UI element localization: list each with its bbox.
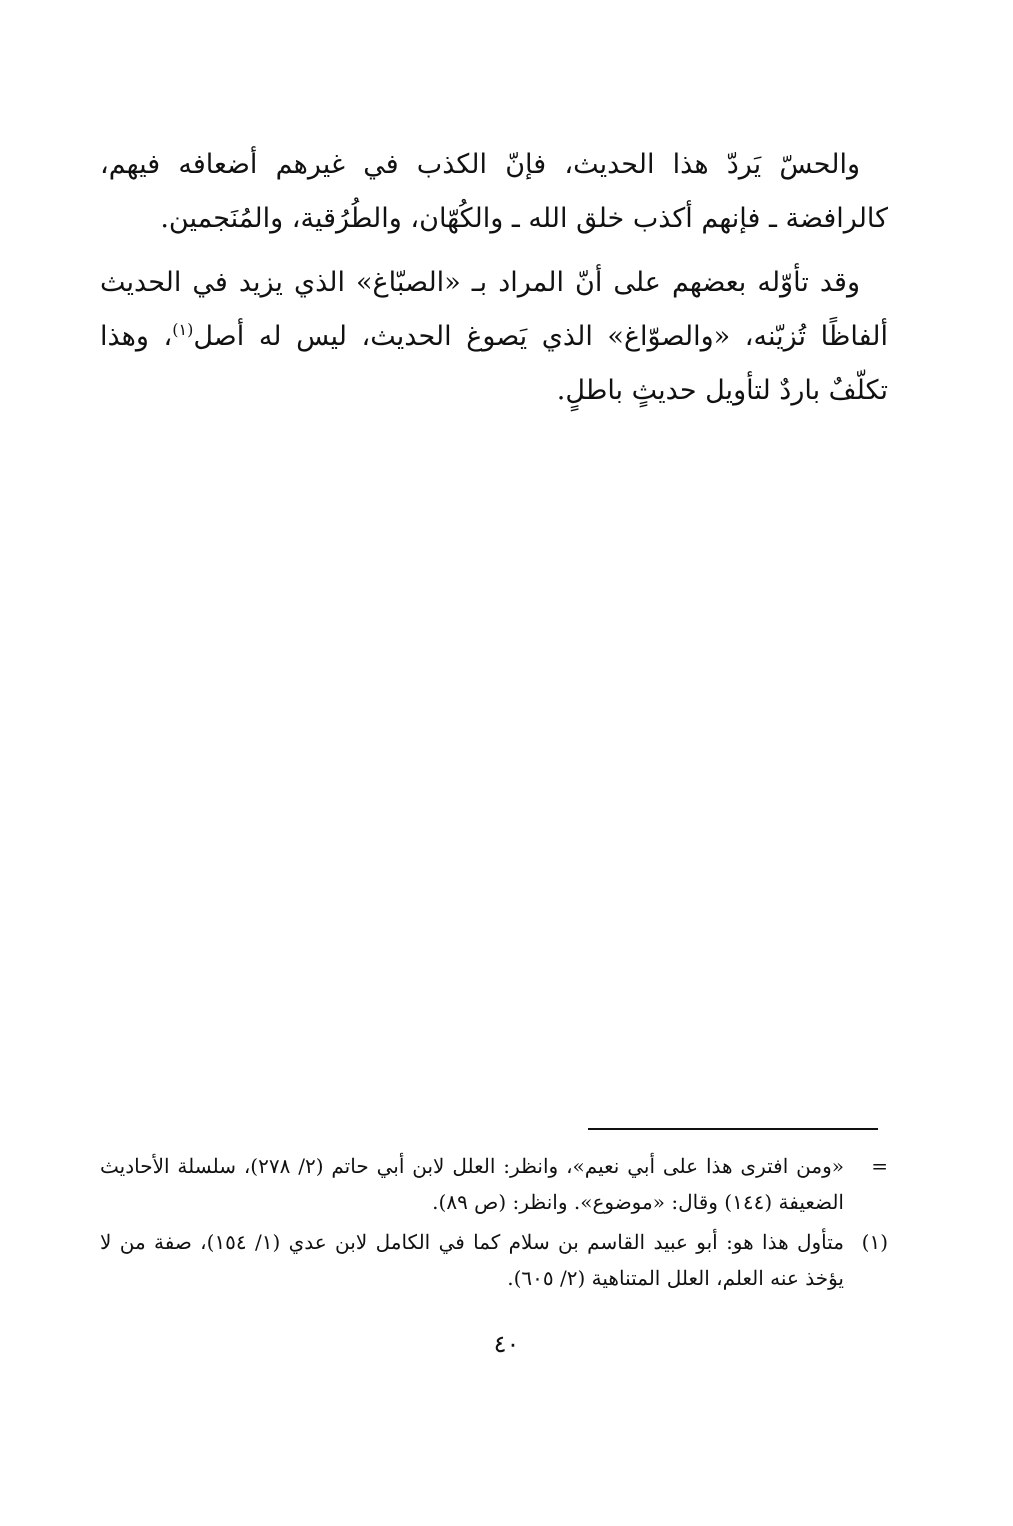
page-number: ٤٠ <box>493 1330 520 1358</box>
footnote-text: متأول هذا هو: أبو عبيد القاسم بن سلام كما في الكامل لابن عدي (١/ ١٥٤)، صفة من لا يؤخذ عنه العلم، العلل المتناهية (٢/ ٦٠٥). <box>100 1230 844 1290</box>
footnote-1 <box>100 1224 888 1296</box>
footnote-separator-rule <box>588 1128 878 1130</box>
paragraph-2-part-b: ، وهذا تكلّفٌ باردٌ لتأويل حديثٍ باطلٍ. <box>100 321 888 406</box>
main-text <box>100 138 888 428</box>
paragraph-2-part-a: وقد تأوّله بعضهم على أنّ المراد بـ «الصبّاغ» الذي يزيد في الحديث ألفاظًا تُزيّنه، «والصوّاغ» الذي يَصوغ الحديث، ليس له أصل <box>100 267 888 352</box>
footnote-marker: (١) <box>861 1230 888 1254</box>
footnote-text: «ومن افترى هذا على أبي نعيم»، وانظر: العلل لابن أبي حاتم (٢/ ٢٧٨)، سلسلة الأحاديث الضعيفة (١٤٤) وقال: «موضوع». وانظر: (ص ٨٩). <box>100 1154 844 1214</box>
footnote-reference-1: (١) <box>172 320 194 339</box>
paragraph-1: والحسّ يَردّ هذا الحديث، فإنّ الكذب في غيرهم أضعافه فيهم، كالرافضة ـ فإنهم أكذب خلق الله ـ والكُهّان، والطُرُقية، والمُنَجمين. <box>100 149 888 234</box>
footnotes <box>100 1148 888 1300</box>
footnote-continued <box>100 1148 888 1220</box>
paragraph-2 <box>100 256 888 418</box>
footnote-marker: = <box>871 1154 888 1178</box>
